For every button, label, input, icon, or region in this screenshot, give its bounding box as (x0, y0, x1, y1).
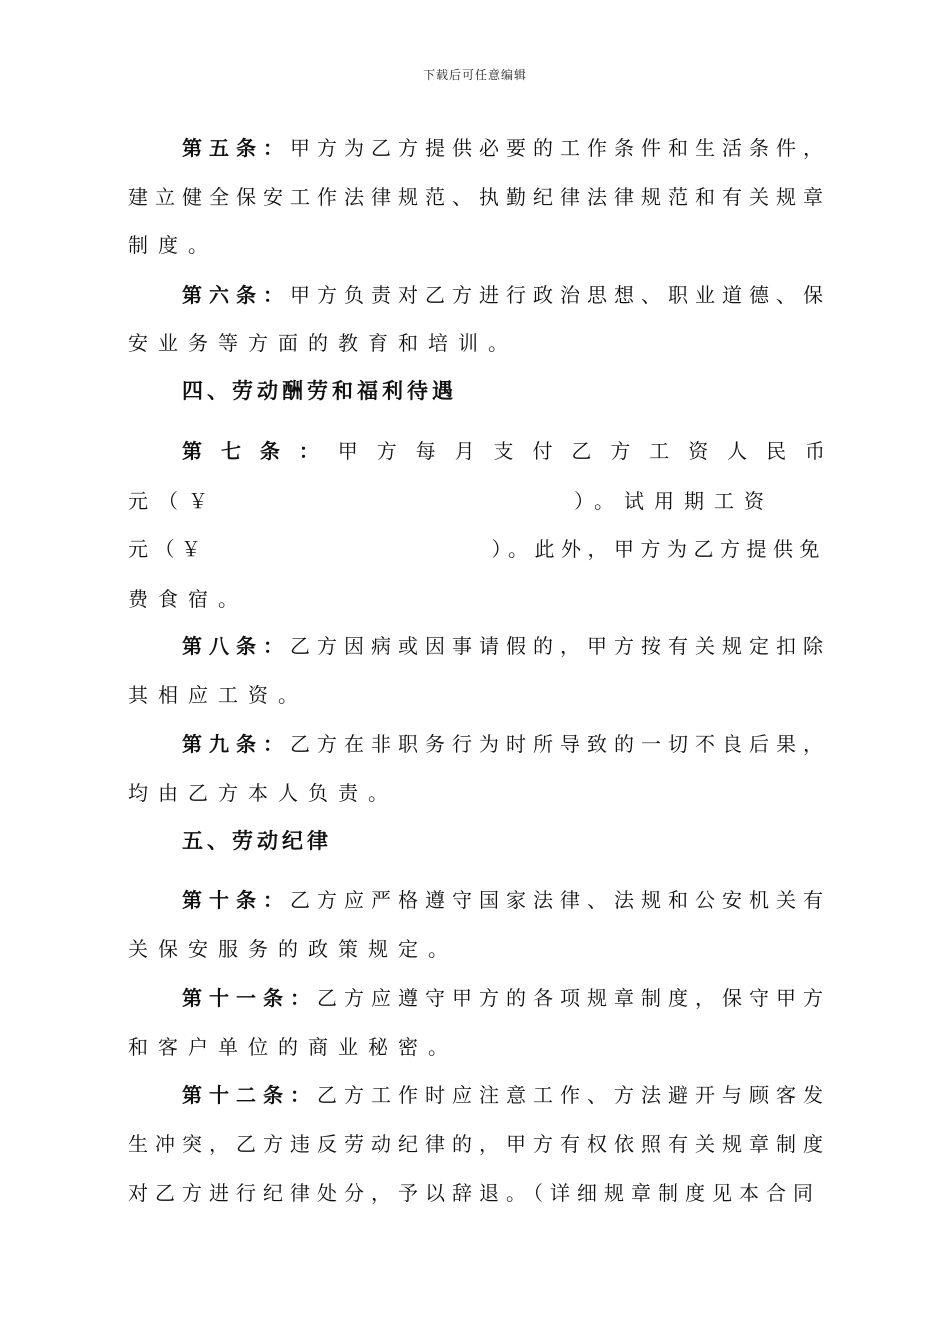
article-7-line-3 (128, 535, 826, 563)
article-12-text-1: 乙方工作时应注意工作、方法避开与顾客发 (317, 1083, 830, 1107)
article-7-line-1-char: 七 (220, 439, 241, 463)
article-8-line-1 (182, 632, 830, 660)
article-7-line-1-char: 资 (688, 439, 709, 463)
article-7-line-1-char: 乙 (571, 439, 592, 463)
article-11-line-1 (182, 984, 830, 1012)
page-header: 下载后可任意编辑 (422, 68, 527, 82)
article-7-line-1-char: 甲 (337, 439, 358, 463)
article-5-label: 第五条： (182, 136, 290, 160)
article-7-line-1-char: 月 (454, 439, 475, 463)
probation-open: 元（￥ (128, 537, 208, 561)
article-7-line-1-char: 民 (766, 439, 787, 463)
section-5-heading: 五、劳动纪律 (182, 828, 332, 853)
article-6-line-1 (182, 281, 830, 309)
salary-open: 元（￥ (128, 489, 218, 513)
article-11-text-1: 乙方应遵守甲方的各项规章制度，保守甲方 (317, 986, 830, 1010)
section-4-heading: 四、劳动酬劳和福利待遇 (182, 378, 457, 403)
article-12-line-1 (182, 1081, 830, 1109)
article-12-line-2: 生冲突，乙方违反劳动纪律的，甲方有权依照有关规章制度 (128, 1132, 830, 1156)
article-5-line-1 (182, 134, 830, 162)
salary-close: ）。试用期工资 (574, 489, 774, 513)
article-7-line-1-char: 付 (532, 439, 553, 463)
article-7-line-1-char: 人 (727, 439, 748, 463)
article-10-line-2: 关保安服务的政策规定。 (128, 937, 458, 961)
article-5-line-3: 制度。 (128, 233, 218, 257)
article-9-text-1: 乙方在非职务行为时所导致的一切不良后果， (290, 732, 830, 756)
article-11-line-2: 和客户单位的商业秘密。 (128, 1035, 458, 1059)
article-8-label: 第八条： (182, 634, 290, 658)
article-7-line-4: 费食宿。 (128, 587, 248, 611)
article-8-line-2: 其相应工资。 (128, 683, 308, 707)
article-7-line-1-char: 条 (259, 439, 280, 463)
article-7-line-1-char: 第 (182, 439, 202, 463)
article-8-text-1: 乙方因病或因事请假的，甲方按有关规定扣除 (290, 634, 830, 658)
article-10-line-1 (182, 886, 830, 914)
article-7-line-2 (128, 487, 774, 515)
article-10-label: 第十条： (182, 888, 290, 912)
article-7-line-1-char: 方 (610, 439, 631, 463)
article-10-text-1: 乙方应严格遵守国家法律、法规和公安机关有 (290, 888, 830, 912)
article-12-label: 第十二条： (182, 1083, 317, 1107)
article-6-line-2: 安业务等方面的教育和培训。 (128, 331, 518, 355)
article-7-line-1-char: 每 (415, 439, 436, 463)
probation-close: ）。此外，甲方为乙方提供免 (491, 537, 826, 561)
article-7-line-1-char: 币 (805, 439, 825, 463)
article-9-line-2: 均由乙方本人负责。 (128, 781, 398, 805)
article-7-line-1 (182, 437, 825, 465)
article-6-text-1: 甲方负责对乙方进行政治思想、职业道德、保 (290, 283, 830, 307)
article-7-line-1-char: 方 (376, 439, 397, 463)
article-7-line-1-char: 支 (493, 439, 514, 463)
article-5-text-1: 甲方为乙方提供必要的工作条件和生活条件， (290, 136, 830, 160)
article-9-label: 第九条： (182, 732, 290, 756)
article-12-line-3: 对乙方进行纪律处分，予以辞退。（详细规章制度见本合同 (128, 1181, 820, 1205)
article-9-line-1 (182, 730, 830, 758)
article-6-label: 第六条： (182, 283, 290, 307)
article-11-label: 第十一条： (182, 986, 317, 1010)
article-7-line-1-char: ： (298, 439, 319, 463)
article-5-line-2: 建立健全保安工作法律规范、执勤纪律法律规范和有关规章 (128, 185, 830, 209)
article-7-line-1-char: 工 (649, 439, 670, 463)
